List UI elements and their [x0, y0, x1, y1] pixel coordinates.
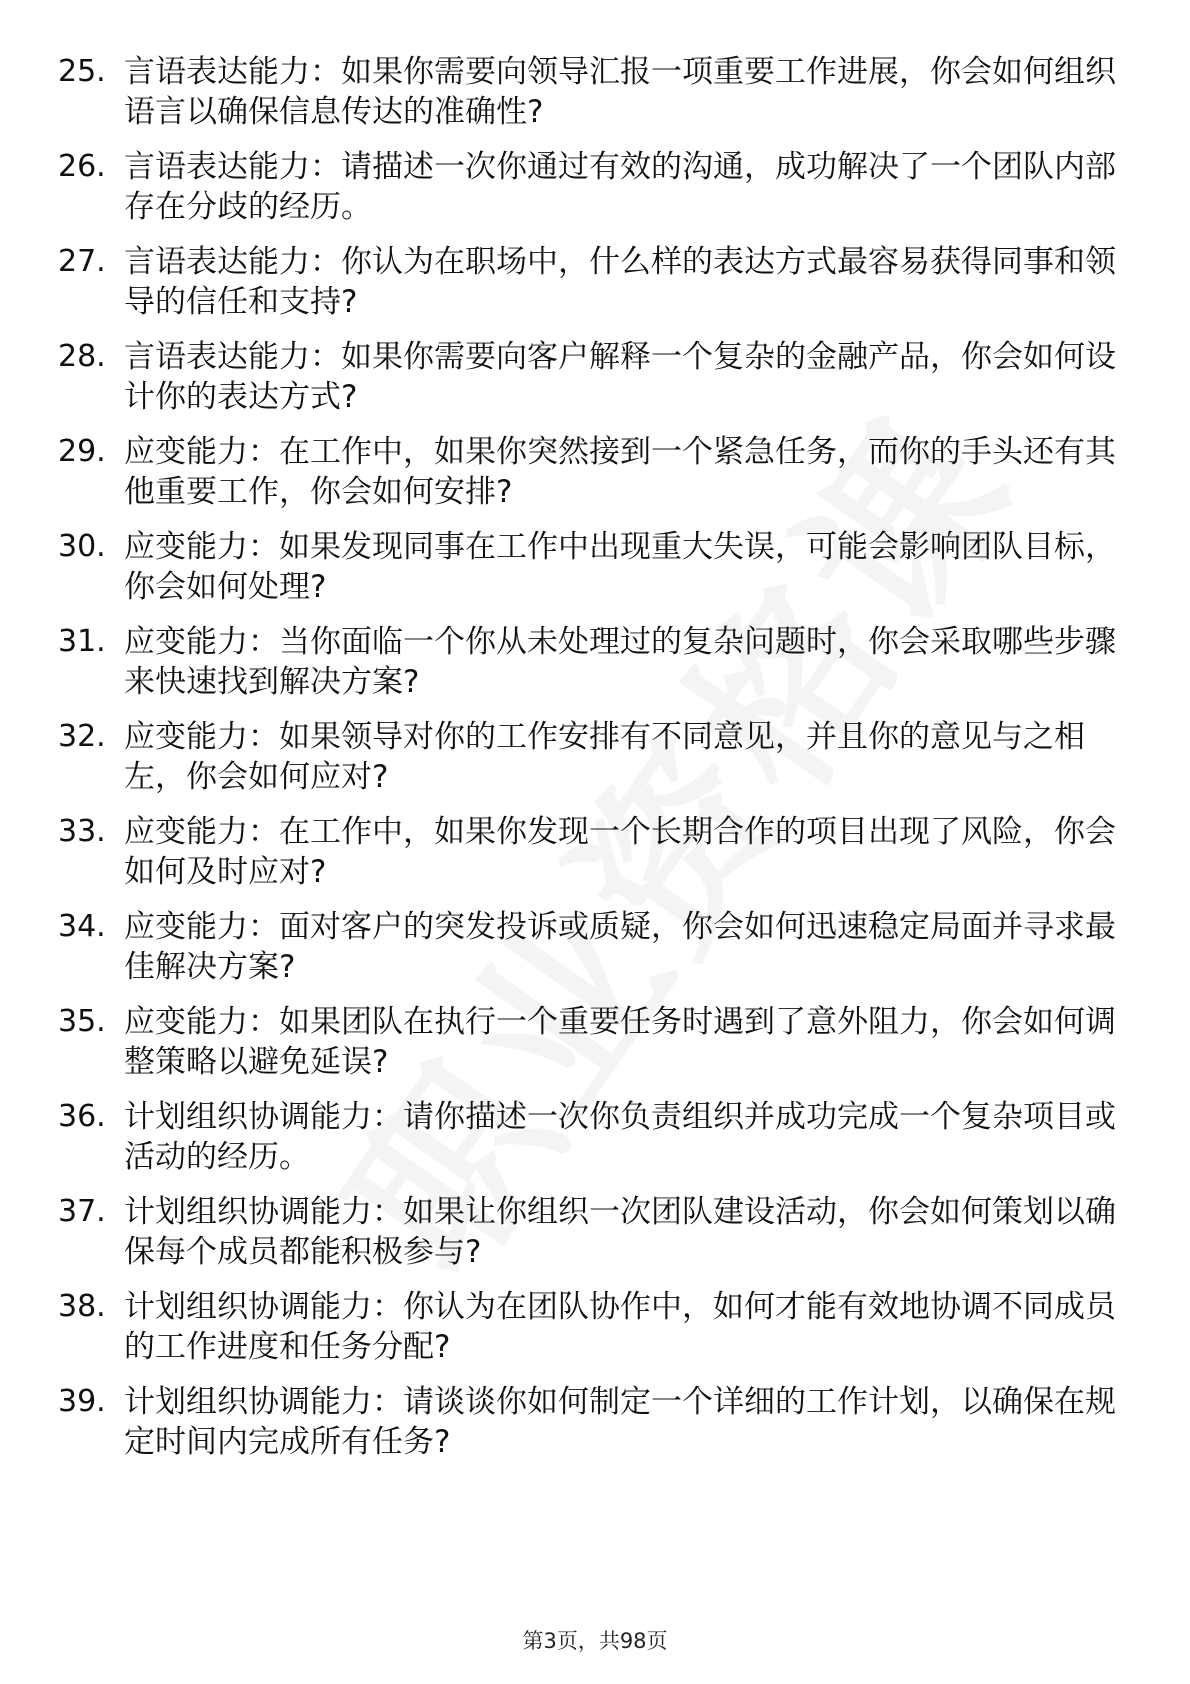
question-text: 应变能力：如果团队在执行一个重要任务时遇到了意外阻力，你会如何调整策略以避免延误? — [124, 1004, 1116, 1080]
question-number: 32. — [58, 719, 106, 754]
question-text: 应变能力：如果领导对你的工作安排有不同意见，并且你的意见与之相左，你会如何应对? — [124, 719, 1085, 795]
page-footer — [0, 1627, 1190, 1655]
question-text: 应变能力：在工作中，如果你突然接到一个紧急任务，而你的手头还有其他重要工作，你会如何安排? — [124, 434, 1116, 510]
question-item — [58, 1382, 1118, 1472]
question-item — [58, 622, 1118, 712]
question-text: 计划组织协调能力：你认为在团队协作中，如何才能有效地协调不同成员的工作进度和任务分配? — [124, 1289, 1116, 1365]
question-number: 33. — [58, 814, 106, 849]
question-text: 言语表达能力：你认为在职场中，什么样的表达方式最容易获得同事和领导的信任和支持? — [124, 244, 1116, 320]
question-item — [58, 812, 1118, 902]
question-text: 应变能力：当你面临一个你从未处理过的复杂问题时，你会采取哪些步骤来快速找到解决方案? — [124, 624, 1116, 700]
question-item — [58, 1192, 1118, 1282]
question-text: 应变能力：在工作中，如果你发现一个长期合作的项目出现了风险，你会如何及时应对? — [124, 814, 1116, 890]
question-number: 36. — [58, 1099, 106, 1134]
question-text: 言语表达能力：请描述一次你通过有效的沟通，成功解决了一个团队内部存在分歧的经历。 — [124, 149, 1116, 225]
question-number: 29. — [58, 434, 106, 469]
question-item — [58, 1097, 1118, 1187]
question-item — [58, 337, 1118, 427]
question-number: 39. — [58, 1384, 106, 1419]
question-number: 28. — [58, 339, 106, 374]
question-text: 言语表达能力：如果你需要向领导汇报一项重要工作进展，你会如何组织语言以确保信息传达的准确性? — [124, 54, 1116, 130]
question-number: 38. — [58, 1289, 106, 1324]
question-text: 应变能力：如果发现同事在工作中出现重大失误，可能会影响团队目标，你会如何处理? — [124, 529, 1116, 605]
question-item — [58, 242, 1118, 332]
question-text: 计划组织协调能力：请谈谈你如何制定一个详细的工作计划，以确保在规定时间内完成所有任务? — [124, 1384, 1116, 1460]
page-number: 第3页，共98页 — [522, 1629, 668, 1653]
question-item — [58, 717, 1118, 807]
question-item — [58, 1287, 1118, 1377]
question-number: 34. — [58, 909, 106, 944]
question-number: 30. — [58, 529, 106, 564]
question-text: 计划组织协调能力：请你描述一次你负责组织并成功完成一个复杂项目或活动的经历。 — [124, 1099, 1116, 1175]
question-number: 35. — [58, 1004, 106, 1039]
question-number: 31. — [58, 624, 106, 659]
question-number: 27. — [58, 244, 106, 279]
question-number: 37. — [58, 1194, 106, 1229]
question-text: 言语表达能力：如果你需要向客户解释一个复杂的金融产品，你会如何设计你的表达方式? — [124, 339, 1116, 415]
question-item — [58, 907, 1118, 997]
question-text: 应变能力：面对客户的突发投诉或质疑，你会如何迅速稳定局面并寻求最佳解决方案? — [124, 909, 1116, 985]
question-item — [58, 527, 1118, 617]
question-item — [58, 1002, 1118, 1092]
question-item — [58, 432, 1118, 522]
question-number: 25. — [58, 54, 106, 89]
question-item — [58, 147, 1118, 237]
question-number: 26. — [58, 149, 106, 184]
question-text: 计划组织协调能力：如果让你组织一次团队建设活动，你会如何策划以确保每个成员都能积极参与? — [124, 1194, 1116, 1270]
question-item — [58, 52, 1118, 142]
